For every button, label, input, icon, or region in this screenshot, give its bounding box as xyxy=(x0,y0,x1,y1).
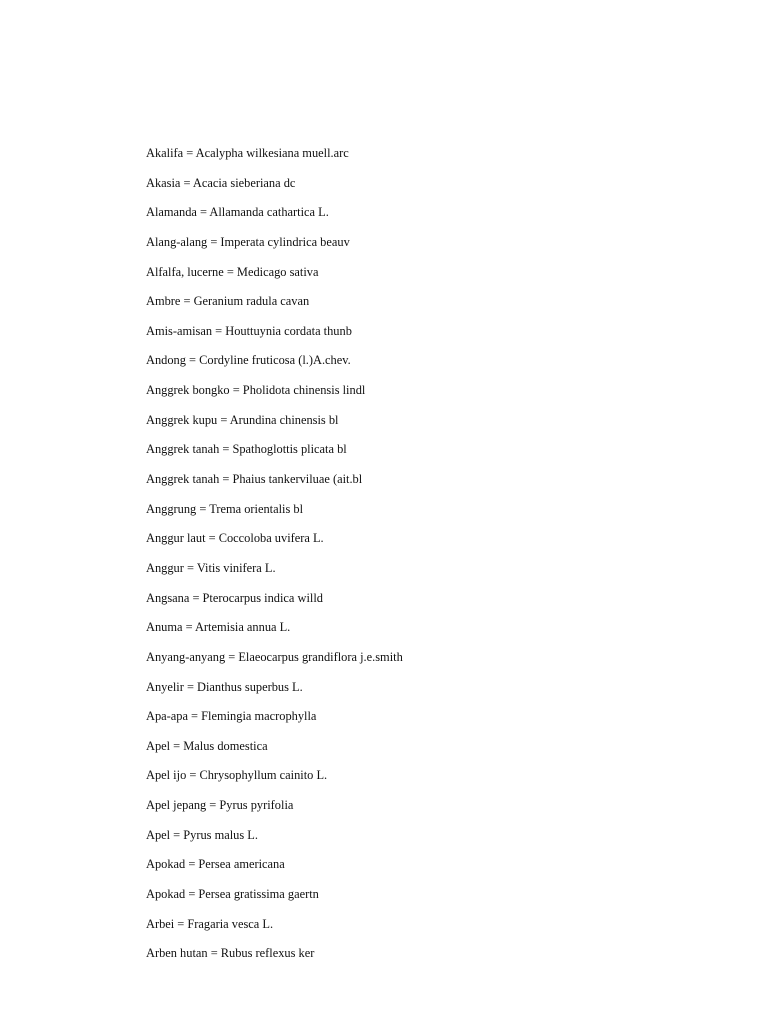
plant-name-list xyxy=(146,145,403,975)
list-item: Anuma = Artemisia annua L. xyxy=(146,620,291,635)
list-item: Arbei = Fragaria vesca L. xyxy=(146,916,274,931)
list-item: Amis-amisan = Houttuynia cordata thunb xyxy=(146,323,352,338)
list-item: Arben hutan = Rubus reflexus ker xyxy=(146,946,315,961)
list-item: Anggur = Vitis vinifera L. xyxy=(146,560,276,575)
list-item: Apel ijo = Chrysophyllum cainito L. xyxy=(146,768,328,783)
list-item: Ambre = Geranium radula cavan xyxy=(146,294,310,309)
list-item: Andong = Cordyline fruticosa (l.)A.chev. xyxy=(146,353,351,368)
list-item: Anyelir = Dianthus superbus L. xyxy=(146,679,303,694)
list-item: Alfalfa, lucerne = Medicago sativa xyxy=(146,264,319,279)
list-item: Akasia = Acacia sieberiana dc xyxy=(146,175,296,190)
list-item: Anggrek tanah = Spathoglottis plicata bl xyxy=(146,442,347,457)
list-item: Apokad = Persea americana xyxy=(146,857,285,872)
list-item: Anggrung = Trema orientalis bl xyxy=(146,501,304,516)
list-item: Apel jepang = Pyrus pyrifolia xyxy=(146,798,294,813)
list-item: Apokad = Persea gratissima gaertn xyxy=(146,887,319,902)
list-item: Anggrek kupu = Arundina chinensis bl xyxy=(146,412,339,427)
list-item: Anggrek bongko = Pholidota chinensis lindl xyxy=(146,383,366,398)
list-item: Akalifa = Acalypha wilkesiana muell.arc xyxy=(146,146,349,160)
list-item: Anggur laut = Coccoloba uvifera L. xyxy=(146,531,324,546)
list-item: Apel = Malus domestica xyxy=(146,738,268,753)
list-item: Anggrek tanah = Phaius tankerviluae (ait.bl xyxy=(146,472,363,487)
list-item: Angsana = Pterocarpus indica willd xyxy=(146,590,323,605)
list-item: Anyang-anyang = Elaeocarpus grandiflora j.e.smith xyxy=(146,649,403,664)
list-item: Apel = Pyrus malus L. xyxy=(146,827,258,842)
list-item: Alang-alang = Imperata cylindrica beauv xyxy=(146,234,350,249)
list-item: Alamanda = Allamanda cathartica L. xyxy=(146,205,329,220)
list-item: Apa-apa = Flemingia macrophylla xyxy=(146,709,317,724)
